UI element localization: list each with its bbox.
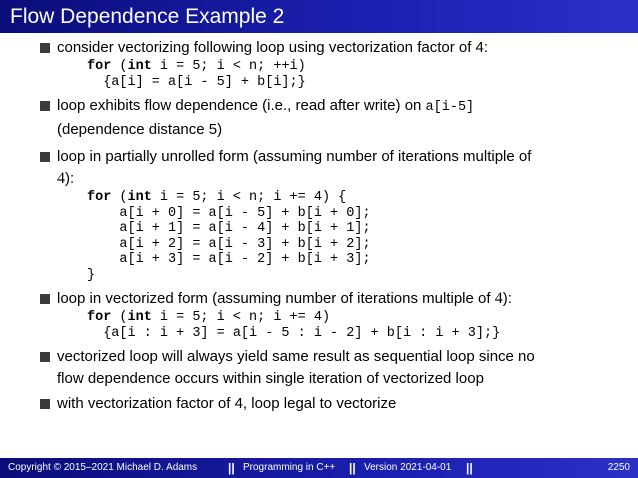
bullet-text: loop in vectorized form (assuming number of iterations multiple of xyxy=(57,290,495,307)
code-line: {a[i : i + 3] = a[i - 5 : i - 2] + b[i : i + 3];} xyxy=(87,325,501,341)
code-text: i = 5; i < n; i += 4) xyxy=(151,310,331,325)
bullet-square-icon xyxy=(40,101,50,111)
footer-copyright: Copyright © 2015–2021 Michael D. Adams xyxy=(8,462,198,473)
code-keyword: for xyxy=(87,190,112,205)
bullet-text: with vectorization factor of 4, loop legal to vectorize xyxy=(57,395,397,412)
code-block-1 xyxy=(87,59,638,90)
bullet-text: vectorized loop will always yield same result as sequential loop since no xyxy=(57,348,535,365)
code-keyword: int xyxy=(127,310,152,325)
code-text: ( xyxy=(111,59,128,74)
bullet-text-tail: ): xyxy=(65,170,75,187)
code-block-2 xyxy=(87,190,638,283)
bullet-square-icon xyxy=(40,399,50,409)
code-line: a[i + 3] = a[i - 2] + b[i + 3]; xyxy=(87,252,371,267)
slide-title: Flow Dependence Example 2 xyxy=(0,0,638,33)
bullet-text-line2: (dependence distance 5) xyxy=(57,121,223,138)
code-line xyxy=(87,59,306,74)
inline-code: a[i-5] xyxy=(425,100,475,115)
footer-separator: || xyxy=(466,461,473,475)
code-line: a[i + 1] = a[i - 4] + b[i + 1]; xyxy=(87,221,371,236)
bullet-item xyxy=(0,346,638,390)
bullet-item xyxy=(0,37,638,59)
bullet-square-icon xyxy=(40,43,50,53)
code-block-3 xyxy=(87,310,638,341)
footer-course: Programming in C++ xyxy=(243,462,336,473)
bullet-square-icon xyxy=(40,352,50,362)
code-line: {a[i] = a[i - 5] + b[i];} xyxy=(87,74,306,90)
bullet-text: loop in partially unrolled form (assuming number of iterations multiple of xyxy=(57,148,532,165)
code-keyword: int xyxy=(127,190,152,205)
bullet-item xyxy=(0,288,638,310)
code-text: i = 5; i < n; ++i) xyxy=(151,59,306,74)
footer-version: Version 2021-04-01 xyxy=(364,462,452,473)
bullet-text: consider vectorizing following loop using vectorization factor of 4: xyxy=(57,39,489,56)
bullet-square-icon xyxy=(40,294,50,304)
inline-number: 4 xyxy=(494,290,503,307)
bullet-text-line2: flow dependence occurs within single iteration of vectorized loop xyxy=(57,370,484,387)
code-line xyxy=(87,310,330,325)
code-text: ( xyxy=(111,310,128,325)
code-keyword: for xyxy=(87,310,112,325)
code-text: i = 5; i < n; i += 4) { xyxy=(151,190,347,205)
bullet-square-icon xyxy=(40,152,50,162)
bullet-text: loop exhibits flow dependence (i.e., read after write) on xyxy=(57,97,426,114)
bullet-text-tail: ): xyxy=(502,290,512,307)
code-keyword: for xyxy=(87,59,112,74)
footer-page-number: 2250 xyxy=(607,462,630,473)
slide-content xyxy=(0,37,638,415)
bullet-item xyxy=(0,95,638,141)
code-line: } xyxy=(87,267,96,283)
code-line: a[i + 2] = a[i - 3] + b[i + 2]; xyxy=(87,236,371,252)
footer-separator: || xyxy=(349,461,356,475)
slide-footer xyxy=(0,458,638,478)
code-line: a[i + 0] = a[i - 5] + b[i + 0]; xyxy=(87,205,371,221)
footer-separator: || xyxy=(228,461,235,475)
code-line xyxy=(87,190,346,205)
code-keyword: int xyxy=(127,59,152,74)
bullet-item xyxy=(0,146,638,190)
inline-number: 4 xyxy=(57,170,65,187)
code-text: ( xyxy=(111,190,128,205)
bullet-item xyxy=(0,393,638,415)
